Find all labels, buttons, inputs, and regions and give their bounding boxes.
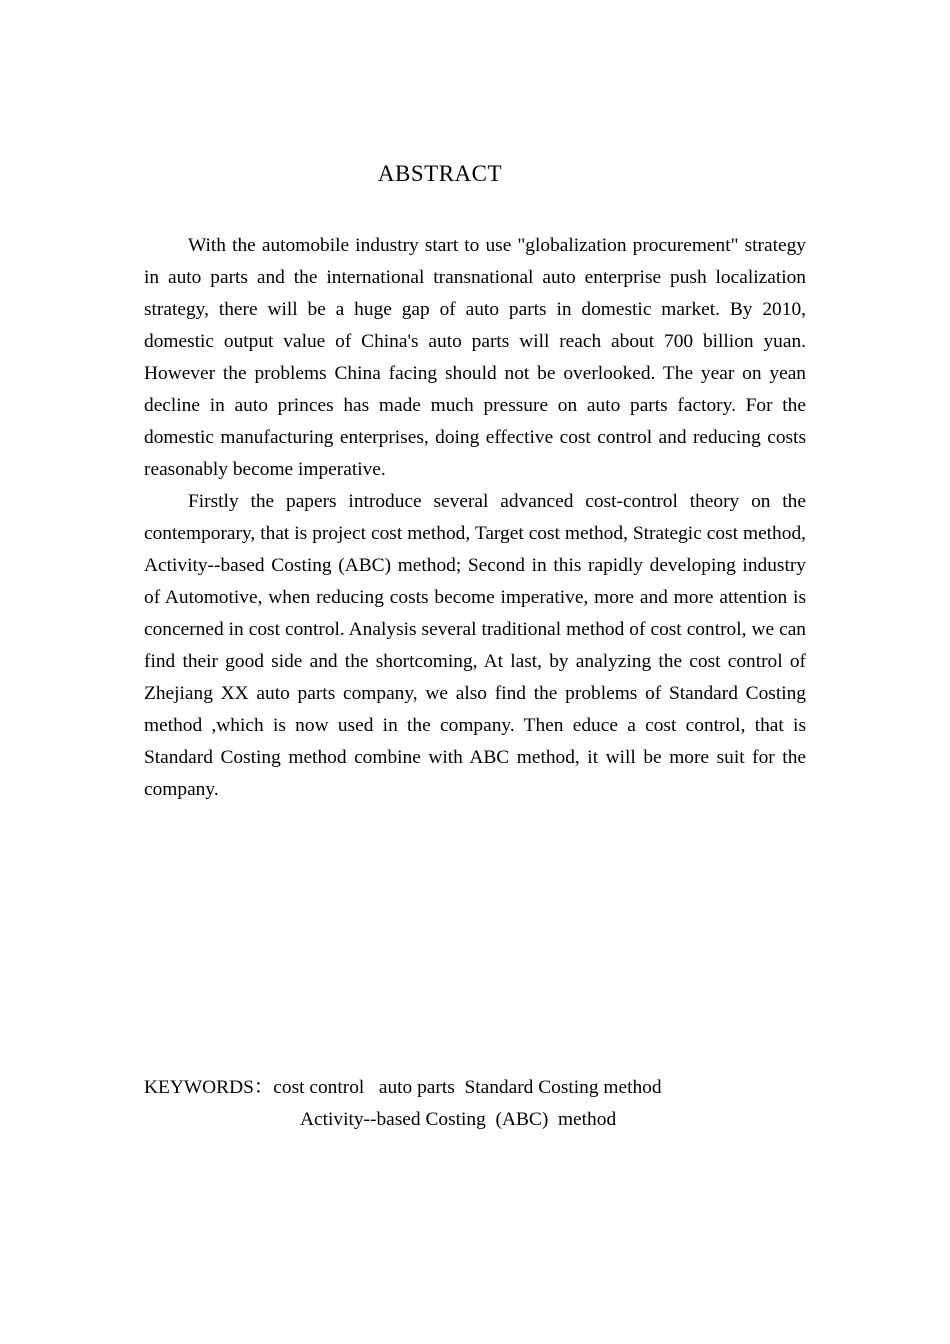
- abstract-paragraph-2: Firstly the papers introduce several advanced cost-control theory on the contemporary, that is project cost method, Target cost method, Strategic cost method, Activity--based Costing (ABC) method; Second in this rapidly developing industry of Automotive, when reducing costs become imperative, more and more attention is concerned in cost control. Analysis several traditional method of cost control, we can find their good side and the shortcoming, At last, by analyzing the cost control of Zhejiang XX auto parts company, we also find the problems of Standard Costing method ,which is now used in the company. Then educe a cost control, that is Standard Costing method combine with ABC method, it will be more suit for the company.: [144, 491, 806, 800]
- abstract-title: ABSTRACT: [377, 161, 503, 186]
- keywords-line-2: [144, 1104, 806, 1136]
- keywords-label: KEYWORDS：: [144, 1077, 274, 1098]
- abstract-paragraph-1: With the automobile industry start to use "globalization procurement" strategy in auto parts and the international transnational auto enterprise push localization strategy, there will be a huge gap of auto parts in domestic market. By 2010, domestic output value of China's auto parts will reach about 700 billion yuan. However the problems China facing should not be overlooked. The year on yean decline in auto princes has made much pressure on auto parts factory. For the domestic manufacturing enterprises, doing effective cost control and reducing costs reasonably become imperative.: [144, 235, 806, 480]
- keywords-line-1: [144, 1072, 806, 1104]
- keywords-list-1: cost control auto parts Standard Costing method: [273, 1077, 662, 1098]
- keywords-list-2: Activity--based Costing (ABC) method: [300, 1109, 617, 1130]
- keywords-section: [144, 1072, 806, 1136]
- abstract-body: [144, 230, 806, 806]
